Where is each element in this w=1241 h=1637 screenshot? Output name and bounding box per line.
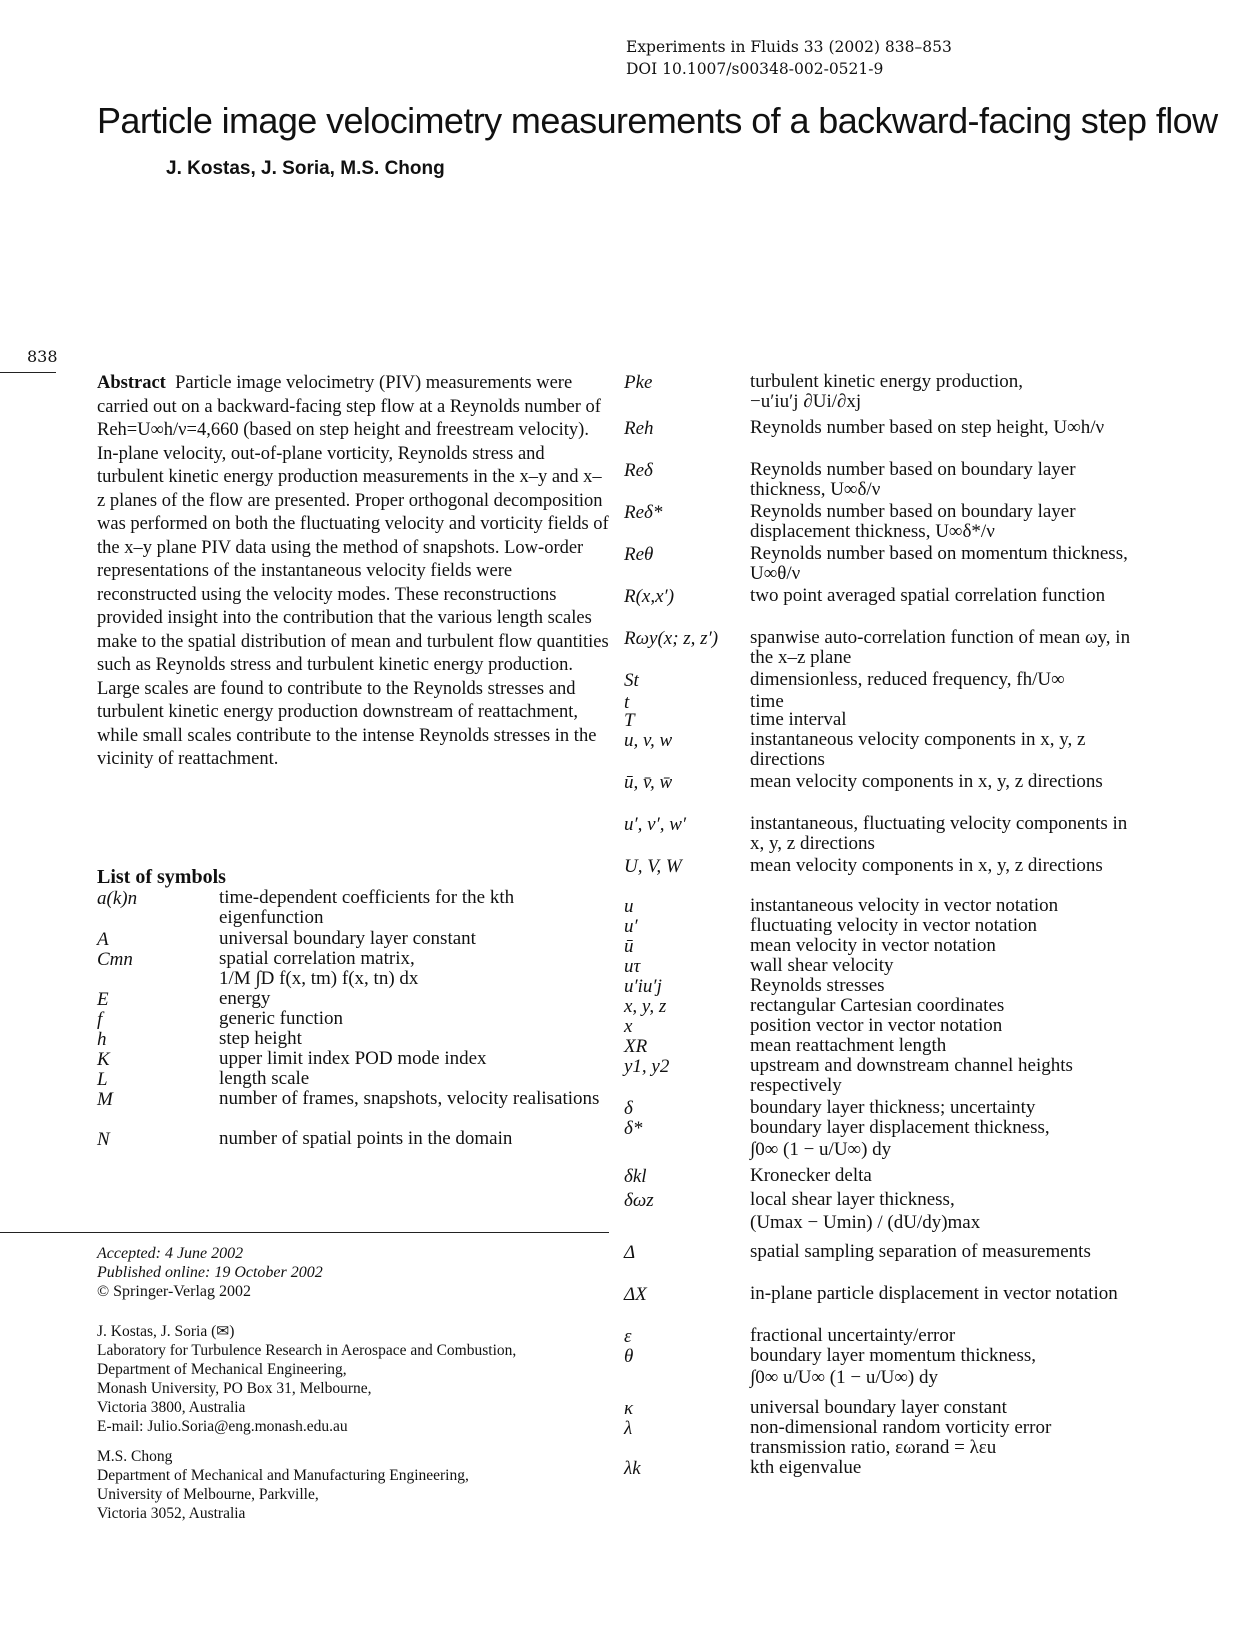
symbol-description: dimensionless, reduced frequency, fh/U∞ [750,669,1065,690]
symbol-description: ∫0∞ u/U∞ (1 − u/U∞) dy [750,1367,938,1388]
symbol-description: number of spatial points in the domain [219,1128,513,1149]
symbol-description: mean velocity in vector notation [750,935,996,956]
symbol: ΔX [624,1284,647,1305]
symbol: u′iu′j [624,976,662,997]
symbol: δ* [624,1118,643,1139]
symbol-description: Reynolds number based on boundary layer thickness, U∞δ/ν [750,459,1076,500]
symbol-description: instantaneous velocity in vector notation [750,895,1059,916]
symbol-description: wall shear velocity [750,955,894,976]
list-of-symbols-heading: List of symbols [97,866,226,888]
symbol: R(x,x′) [624,586,675,607]
symbol: ε [624,1326,632,1347]
symbol: κ [624,1398,634,1419]
abstract [97,372,609,772]
symbol: N [97,1129,110,1150]
symbol: Rωy(x; z, z′) [624,628,719,649]
affiliation-line: Department of Mechanical and Manufacturing Engineering, [97,1467,469,1484]
copyright: © Springer-Verlag 2002 [97,1283,252,1300]
symbol-description: mean velocity components in x, y, z directions [750,855,1103,876]
symbol: Reh [624,418,654,439]
symbol-description: universal boundary layer constant [750,1397,1007,1418]
affiliation-line: Victoria 3800, Australia [97,1399,246,1416]
symbol-description: boundary layer thickness; uncertainty [750,1097,1036,1118]
symbol-description: Kronecker delta [750,1165,872,1186]
symbol-description: turbulent kinetic energy production, [750,371,1023,392]
symbol: Reθ [624,544,654,565]
symbol: δkl [624,1166,647,1187]
symbol-description: spatial correlation matrix, [219,948,415,969]
margin-rule [0,372,56,373]
symbol: λ [624,1418,633,1439]
symbol: T [624,710,635,731]
symbol: δ [624,1098,633,1119]
symbol-description: step height [219,1028,302,1049]
symbol-description: universal boundary layer constant [219,928,476,949]
affiliation-line: Monash University, PO Box 31, Melbourne, [97,1380,372,1397]
symbol-description: boundary layer displacement thickness, [750,1117,1050,1138]
symbol-description: energy [219,988,271,1009]
accepted-date: Accepted: 4 June 2002 [97,1245,244,1262]
symbol-description: Reynolds stresses [750,975,885,996]
email: E-mail: Julio.Soria@eng.monash.edu.au [97,1418,348,1435]
affiliation-2 [97,1447,469,1523]
footnote-rule [0,1232,609,1233]
affiliation-line: Laboratory for Turbulence Research in Aerospace and Combustion, [97,1342,517,1359]
symbol: f [97,1009,103,1030]
symbol: E [97,989,109,1010]
symbol-description: Reynolds number based on boundary layer displacement thickness, U∞δ*/ν [750,501,1076,542]
symbol: λk [624,1458,641,1479]
symbol: K [97,1049,110,1070]
symbol-description: Reynolds number based on step height, U∞h/ν [750,417,1105,438]
symbol-description: generic function [219,1008,343,1029]
affiliation-names: M.S. Chong [97,1448,173,1465]
symbol-description: time interval [750,709,847,730]
page-number: 838 [27,347,58,366]
symbol-description: mean velocity components in x, y, z directions [750,771,1103,792]
symbol: a(k)n [97,888,138,909]
symbol: Pke [624,372,653,393]
symbol: ū [624,936,634,957]
symbol-description: local shear layer thickness, [750,1189,955,1210]
symbol: Δ [624,1242,636,1263]
symbol: Reδ* [624,502,663,523]
symbol: uτ [624,956,641,977]
symbol-description: length scale [219,1068,310,1089]
symbol: y1, y2 [624,1056,670,1077]
symbol: u [624,896,634,917]
doi-line: DOI 10.1007/s00348-002-0521-9 [626,60,884,78]
symbol: St [624,670,639,691]
symbol: x, y, z [624,996,667,1017]
symbol-description: Reynolds number based on momentum thickness, U∞θ/ν [750,543,1128,584]
symbol-description: fluctuating velocity in vector notation [750,915,1038,936]
symbol: x [624,1016,633,1037]
symbol: U, V, W [624,856,682,877]
symbol-description: upstream and downstream channel heights respectively [750,1055,1073,1096]
affiliation-line: Department of Mechanical Engineering, [97,1361,347,1378]
publication-dates [97,1244,323,1301]
abstract-label: Abstract [97,373,166,393]
symbol: L [97,1069,108,1090]
symbol: δωz [624,1190,654,1211]
symbol-description: instantaneous velocity components in x, y, z directions [750,729,1086,770]
symbol-description: mean reattachment length [750,1035,947,1056]
symbol-description: boundary layer momentum thickness, [750,1345,1036,1366]
symbol-description: instantaneous, fluctuating velocity components in x, y, z directions [750,813,1128,854]
symbol-description: non-dimensional random vorticity error transmission ratio, εωrand = λεu [750,1417,1052,1458]
affiliation-1 [97,1322,516,1436]
affiliation-names: J. Kostas, J. Soria (✉) [97,1323,235,1340]
abstract-text: Particle image velocimetry (PIV) measurements were carried out on a backward-facing step flow at a Reynolds number of Reh=U∞h/ν=4,660 (based on step height and freestream velocity). In-plane velocity, out-of-plane vorticity, Reynolds stress and turbulent kinetic energy production measurements in the x–y and x–z planes of the flow are presented. Proper orthogonal decomposition was performed on both the fluctuating velocity and vorticity fields of the x–y plane PIV data using the method of snapshots. Low-order representations of the instantaneous velocity fields were reconstructed using the velocity modes. These reconstructions provided insight into the contribution that the various length scales make to the spatial distribution of mean and turbulent flow quantities such as Reynolds stress and turbulent kinetic energy production. Large scales are found to contribute to the Reynolds stresses and turbulent kinetic energy production downstream of reattachment, while small scales contribute to the intense Reynolds stresses in the vicinity of reattachment. [97,373,609,769]
symbol: θ [624,1346,634,1367]
symbol-description: ∫0∞ (1 − u/U∞) dy [750,1139,892,1160]
symbol: t [624,692,630,713]
symbol: ū, v̄, w̄ [624,772,673,793]
symbol-description: fractional uncertainty/error [750,1325,956,1346]
symbol-description: 1/M ∫D f(x, tm) f(x, tn) dx [219,968,419,989]
symbol: u, v, w [624,730,673,751]
symbol-description: position vector in vector notation [750,1015,1003,1036]
symbol-description: time [750,691,784,712]
symbol-description: (Umax − Umin) / (dU/dy)max [750,1212,981,1233]
symbol: XR [624,1036,648,1057]
symbol-description: number of frames, snapshots, velocity realisations [219,1088,600,1109]
symbol: Cmn [97,949,133,970]
symbol-description: −u′iu′j ∂Ui/∂xj [750,391,862,412]
published-date: Published online: 19 October 2002 [97,1264,323,1281]
symbol-description: spanwise auto-correlation function of mean ωy, in the x–z plane [750,627,1131,668]
symbol-description: upper limit index POD mode index [219,1048,487,1069]
symbol: A [97,929,109,950]
paper-title: Particle image velocimetry measurements of a backward-facing step flow [97,100,1218,141]
affiliation-line: University of Melbourne, Parkville, [97,1486,319,1503]
symbol: u′, v′, w′ [624,814,687,835]
author-list: J. Kostas, J. Soria, M.S. Chong [166,158,445,179]
symbol-description: in-plane particle displacement in vector notation [750,1283,1118,1304]
symbol-description: kth eigenvalue [750,1457,862,1478]
symbol-description: rectangular Cartesian coordinates [750,995,1005,1016]
affiliation-line: Victoria 3052, Australia [97,1505,246,1522]
symbol: Reδ [624,460,653,481]
symbol: M [97,1089,113,1110]
symbol-description: time-dependent coefficients for the kth eigenfunction [219,887,515,928]
symbol-description: two point averaged spatial correlation function [750,585,1106,606]
symbol-description: spatial sampling separation of measurements [750,1241,1091,1262]
symbol: h [97,1029,107,1050]
journal-line: Experiments in Fluids 33 (2002) 838–853 [626,38,952,56]
journal-citation [626,36,952,80]
symbol: u′ [624,916,638,937]
